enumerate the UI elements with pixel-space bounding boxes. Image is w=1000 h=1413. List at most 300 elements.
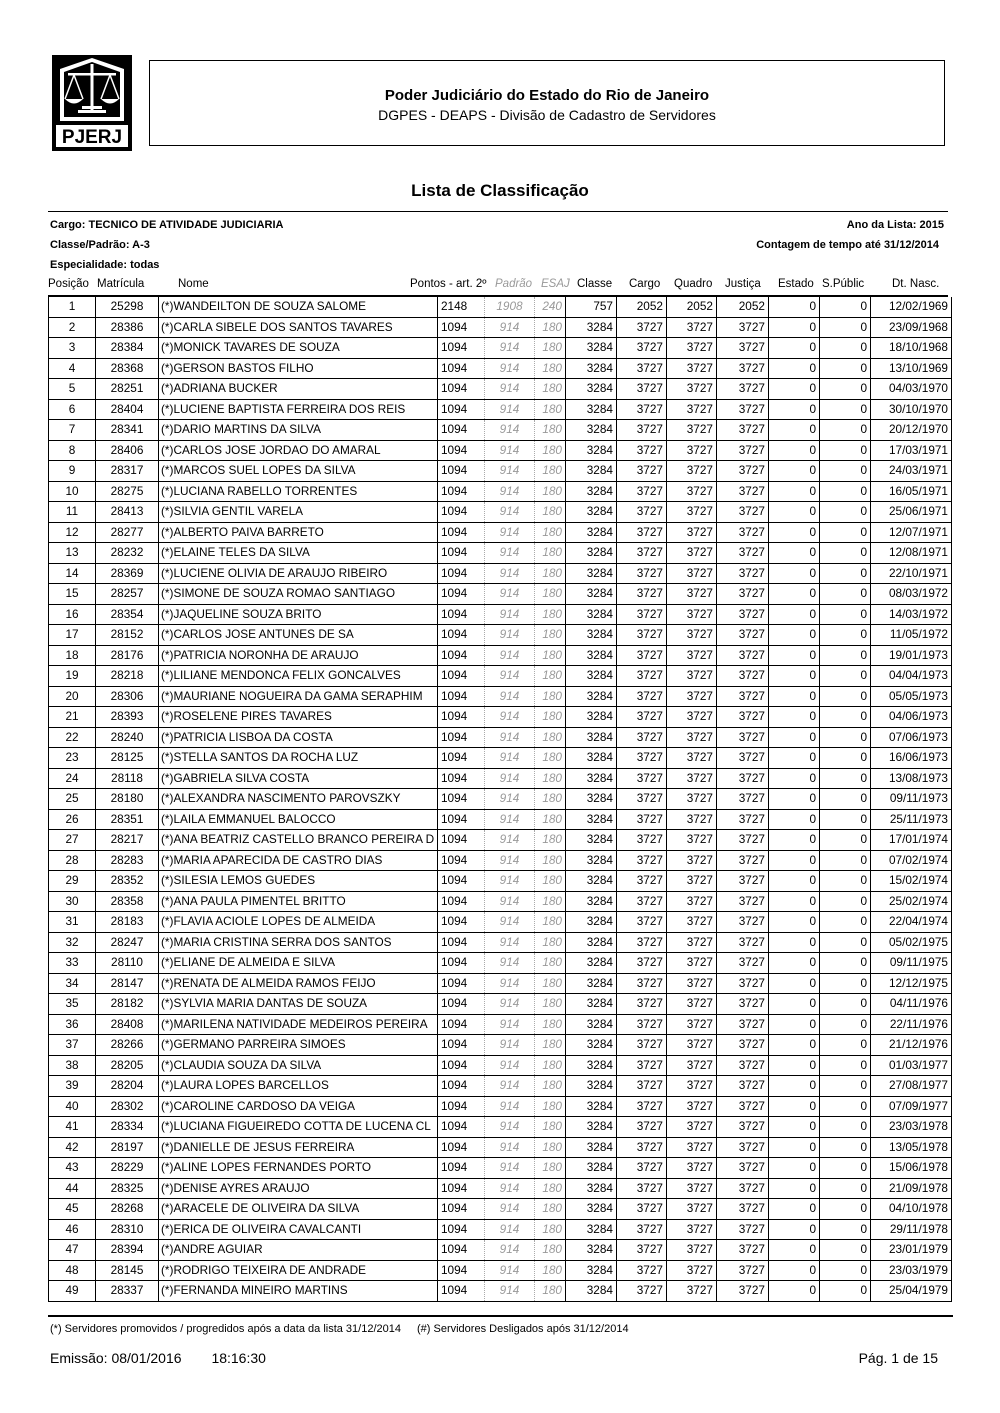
cell-padrao: 914 [485, 1240, 535, 1261]
cell-spublic: 0 [820, 1240, 871, 1261]
cell-posicao: 8 [49, 440, 96, 461]
cell-pontos: 1094 [438, 543, 485, 564]
cell-classe: 3284 [566, 912, 617, 933]
cell-quadro: 3727 [667, 399, 717, 420]
table-row [49, 1014, 952, 1035]
cell-pontos: 1094 [438, 830, 485, 851]
cell-matricula: 28268 [96, 1199, 159, 1220]
meta-classe: Classe/Padrão: A-3 [50, 239, 150, 251]
cell-spublic: 0 [820, 461, 871, 482]
cell-esaj: 180 [535, 399, 566, 420]
cell-spublic: 0 [820, 727, 871, 748]
cell-quadro: 3727 [667, 727, 717, 748]
cell-spublic: 0 [820, 1199, 871, 1220]
cell-padrao: 914 [485, 748, 535, 769]
cell-justica: 3727 [717, 686, 769, 707]
cell-spublic: 0 [820, 748, 871, 769]
cell-esaj: 180 [535, 1240, 566, 1261]
cell-estado: 0 [769, 666, 820, 687]
cell-estado: 0 [769, 1260, 820, 1281]
cell-padrao: 914 [485, 420, 535, 441]
cell-estado: 0 [769, 1240, 820, 1261]
cell-classe: 3284 [566, 1137, 617, 1158]
cell-padrao: 914 [485, 912, 535, 933]
cell-spublic: 0 [820, 1117, 871, 1138]
cell-esaj: 180 [535, 1055, 566, 1076]
cell-nome: (*)LUCIANA FIGUEIREDO COTTA DE LUCENA CL [159, 1117, 438, 1138]
cell-padrao: 914 [485, 1035, 535, 1056]
cell-estado: 0 [769, 440, 820, 461]
cell-justica: 3727 [717, 1035, 769, 1056]
cell-padrao: 914 [485, 1117, 535, 1138]
cell-nasc: 07/06/1973 [871, 727, 952, 748]
cell-estado: 0 [769, 584, 820, 605]
cell-matricula: 28204 [96, 1076, 159, 1097]
cell-spublic: 0 [820, 809, 871, 830]
cell-cargo: 3727 [617, 830, 667, 851]
cell-padrao: 914 [485, 830, 535, 851]
cell-cargo: 3727 [617, 1158, 667, 1179]
cell-cargo: 3727 [617, 440, 667, 461]
table-row [49, 1219, 952, 1240]
cell-spublic: 0 [820, 604, 871, 625]
cell-nasc: 09/11/1973 [871, 789, 952, 810]
cell-estado: 0 [769, 850, 820, 871]
cell-spublic: 0 [820, 1137, 871, 1158]
cell-esaj: 180 [535, 481, 566, 502]
cell-justica: 3727 [717, 932, 769, 953]
cell-justica: 3727 [717, 768, 769, 789]
cell-matricula: 28247 [96, 932, 159, 953]
cell-nome: (*)SIMONE DE SOUZA ROMAO SANTIAGO [159, 584, 438, 605]
cell-padrao: 914 [485, 1158, 535, 1179]
cell-pontos: 1094 [438, 871, 485, 892]
cell-justica: 3727 [717, 1117, 769, 1138]
cell-estado: 0 [769, 994, 820, 1015]
cell-nome: (*)LUCIENE OLIVIA DE ARAUJO RIBEIRO [159, 563, 438, 584]
cell-posicao: 27 [49, 830, 96, 851]
cell-posicao: 45 [49, 1199, 96, 1220]
cell-justica: 2052 [717, 297, 769, 317]
cell-nome: (*)FERNANDA MINEIRO MARTINS [159, 1281, 438, 1302]
footer-divider [48, 1315, 953, 1317]
cell-classe: 3284 [566, 748, 617, 769]
cell-padrao: 914 [485, 809, 535, 830]
cell-esaj: 180 [535, 891, 566, 912]
cell-pontos: 1094 [438, 727, 485, 748]
cell-nasc: 25/06/1971 [871, 502, 952, 523]
cell-pontos: 1094 [438, 1055, 485, 1076]
cell-matricula: 28352 [96, 871, 159, 892]
cell-spublic: 0 [820, 502, 871, 523]
emission-time: 18:16:30 [211, 1350, 266, 1366]
table-row [49, 707, 952, 728]
cell-matricula: 28176 [96, 645, 159, 666]
cell-cargo: 3727 [617, 1035, 667, 1056]
cell-estado: 0 [769, 871, 820, 892]
cell-justica: 3727 [717, 666, 769, 687]
cell-spublic: 0 [820, 1158, 871, 1179]
cell-classe: 3284 [566, 1260, 617, 1281]
cell-padrao: 1908 [485, 297, 535, 317]
cell-pontos: 1094 [438, 338, 485, 359]
cell-quadro: 3727 [667, 1035, 717, 1056]
cell-quadro: 3727 [667, 809, 717, 830]
cell-classe: 3284 [566, 768, 617, 789]
cell-cargo: 3727 [617, 338, 667, 359]
table-row [49, 727, 952, 748]
cell-spublic: 0 [820, 912, 871, 933]
cell-padrao: 914 [485, 686, 535, 707]
cell-cargo: 3727 [617, 1199, 667, 1220]
cell-pontos: 1094 [438, 1281, 485, 1302]
table-row [49, 912, 952, 933]
cell-nome: (*)LILIANE MENDONCA FELIX GONCALVES [159, 666, 438, 687]
cell-estado: 0 [769, 1117, 820, 1138]
cell-estado: 0 [769, 1158, 820, 1179]
cell-posicao: 21 [49, 707, 96, 728]
cell-justica: 3727 [717, 461, 769, 482]
cell-matricula: 28317 [96, 461, 159, 482]
cell-classe: 3284 [566, 584, 617, 605]
cell-quadro: 3727 [667, 830, 717, 851]
cell-spublic: 0 [820, 399, 871, 420]
cell-posicao: 25 [49, 789, 96, 810]
table-row [49, 1117, 952, 1138]
cell-justica: 3727 [717, 1137, 769, 1158]
cell-nome: (*)GABRIELA SILVA COSTA [159, 768, 438, 789]
table-row [49, 338, 952, 359]
cell-quadro: 3727 [667, 338, 717, 359]
table-row [49, 1240, 952, 1261]
cell-spublic: 0 [820, 1219, 871, 1240]
cell-estado: 0 [769, 1035, 820, 1056]
cell-posicao: 11 [49, 502, 96, 523]
cell-esaj: 180 [535, 358, 566, 379]
cell-estado: 0 [769, 604, 820, 625]
cell-pontos: 1094 [438, 317, 485, 338]
cell-classe: 3284 [566, 1096, 617, 1117]
classification-table [48, 297, 952, 1302]
cell-classe: 3284 [566, 973, 617, 994]
cell-justica: 3727 [717, 399, 769, 420]
table-row [49, 1281, 952, 1302]
cell-nasc: 22/10/1971 [871, 563, 952, 584]
cell-esaj: 180 [535, 1117, 566, 1138]
cell-classe: 3284 [566, 625, 617, 646]
cell-posicao: 40 [49, 1096, 96, 1117]
table-row [49, 1076, 952, 1097]
cell-estado: 0 [769, 748, 820, 769]
cell-justica: 3727 [717, 727, 769, 748]
cell-estado: 0 [769, 543, 820, 564]
cell-quadro: 3727 [667, 584, 717, 605]
cell-justica: 3727 [717, 563, 769, 584]
cell-classe: 3284 [566, 481, 617, 502]
cell-padrao: 914 [485, 563, 535, 584]
cell-padrao: 914 [485, 399, 535, 420]
cell-estado: 0 [769, 317, 820, 338]
cell-justica: 3727 [717, 1219, 769, 1240]
col-estado: Estado [778, 278, 814, 290]
cell-spublic: 0 [820, 973, 871, 994]
table-row [49, 830, 952, 851]
cell-nome: (*)CARLOS JOSE ANTUNES DE SA [159, 625, 438, 646]
cell-spublic: 0 [820, 1281, 871, 1302]
cell-esaj: 180 [535, 522, 566, 543]
cell-nome: (*)CAROLINE CARDOSO DA VEIGA [159, 1096, 438, 1117]
cell-nome: (*)SILESIA LEMOS GUEDES [159, 871, 438, 892]
meta-cargo: Cargo: TECNICO DE ATIVIDADE JUDICIARIA [50, 219, 284, 231]
cell-justica: 3727 [717, 830, 769, 851]
cell-pontos: 1094 [438, 399, 485, 420]
cell-spublic: 0 [820, 358, 871, 379]
cell-posicao: 41 [49, 1117, 96, 1138]
cell-cargo: 3727 [617, 727, 667, 748]
cell-posicao: 18 [49, 645, 96, 666]
cell-nasc: 16/05/1971 [871, 481, 952, 502]
cell-cargo: 3727 [617, 625, 667, 646]
table-row [49, 748, 952, 769]
cell-pontos: 1094 [438, 707, 485, 728]
cell-cargo: 3727 [617, 912, 667, 933]
cell-estado: 0 [769, 707, 820, 728]
cell-nasc: 11/05/1972 [871, 625, 952, 646]
cell-quadro: 3727 [667, 645, 717, 666]
cell-estado: 0 [769, 1055, 820, 1076]
cell-cargo: 3727 [617, 666, 667, 687]
table-row [49, 481, 952, 502]
table-row [49, 768, 952, 789]
cell-padrao: 914 [485, 994, 535, 1015]
cell-matricula: 28183 [96, 912, 159, 933]
col-quadro: Quadro [674, 278, 713, 290]
table-row [49, 379, 952, 400]
cell-matricula: 28404 [96, 399, 159, 420]
cell-justica: 3727 [717, 1199, 769, 1220]
cell-spublic: 0 [820, 932, 871, 953]
cell-justica: 3727 [717, 1260, 769, 1281]
cell-posicao: 10 [49, 481, 96, 502]
table-row [49, 850, 952, 871]
cell-cargo: 3727 [617, 461, 667, 482]
cell-justica: 3727 [717, 809, 769, 830]
cell-quadro: 3727 [667, 502, 717, 523]
cell-cargo: 3727 [617, 317, 667, 338]
cell-posicao: 22 [49, 727, 96, 748]
cell-posicao: 39 [49, 1076, 96, 1097]
note-dismissed: (#) Servidores Desligados após 31/12/2014 [417, 1323, 629, 1335]
cell-classe: 3284 [566, 1014, 617, 1035]
cell-classe: 3284 [566, 543, 617, 564]
cell-cargo: 3727 [617, 1219, 667, 1240]
cell-posicao: 32 [49, 932, 96, 953]
cell-nasc: 12/07/1971 [871, 522, 952, 543]
cell-pontos: 1094 [438, 1076, 485, 1097]
cell-matricula: 28266 [96, 1035, 159, 1056]
cell-classe: 3284 [566, 789, 617, 810]
cell-cargo: 3727 [617, 543, 667, 564]
emission-date: 08/01/2016 [111, 1350, 182, 1366]
cell-nome: (*)CARLA SIBELE DOS SANTOS TAVARES [159, 317, 438, 338]
cell-classe: 3284 [566, 358, 617, 379]
cell-esaj: 180 [535, 768, 566, 789]
cell-estado: 0 [769, 625, 820, 646]
cell-nasc: 30/10/1970 [871, 399, 952, 420]
header-box [149, 60, 945, 146]
cell-justica: 3727 [717, 1055, 769, 1076]
cell-estado: 0 [769, 461, 820, 482]
cell-pontos: 1094 [438, 1035, 485, 1056]
cell-padrao: 914 [485, 932, 535, 953]
cell-justica: 3727 [717, 953, 769, 974]
cell-esaj: 180 [535, 1281, 566, 1302]
cell-pontos: 1094 [438, 994, 485, 1015]
cell-classe: 3284 [566, 645, 617, 666]
cell-quadro: 3727 [667, 317, 717, 338]
cell-quadro: 3727 [667, 604, 717, 625]
cell-matricula: 28413 [96, 502, 159, 523]
cell-posicao: 5 [49, 379, 96, 400]
cell-cargo: 3727 [617, 481, 667, 502]
table-row [49, 645, 952, 666]
cell-nasc: 14/03/1972 [871, 604, 952, 625]
cell-pontos: 1094 [438, 604, 485, 625]
cell-matricula: 28325 [96, 1178, 159, 1199]
cell-classe: 3284 [566, 379, 617, 400]
cell-nome: (*)ANA PAULA PIMENTEL BRITTO [159, 891, 438, 912]
cell-padrao: 914 [485, 973, 535, 994]
cell-justica: 3727 [717, 379, 769, 400]
cell-matricula: 28152 [96, 625, 159, 646]
cell-posicao: 4 [49, 358, 96, 379]
cell-cargo: 3727 [617, 973, 667, 994]
cell-quadro: 3727 [667, 891, 717, 912]
cell-classe: 3284 [566, 1240, 617, 1261]
cell-estado: 0 [769, 338, 820, 359]
table-row [49, 358, 952, 379]
cell-spublic: 0 [820, 317, 871, 338]
cell-padrao: 914 [485, 625, 535, 646]
cell-matricula: 28306 [96, 686, 159, 707]
cell-cargo: 3727 [617, 645, 667, 666]
cell-pontos: 1094 [438, 358, 485, 379]
col-padrao: Padrão [495, 278, 533, 290]
cell-classe: 3284 [566, 1158, 617, 1179]
cell-posicao: 43 [49, 1158, 96, 1179]
cell-quadro: 3727 [667, 1137, 717, 1158]
cell-posicao: 13 [49, 543, 96, 564]
cell-esaj: 180 [535, 912, 566, 933]
cell-spublic: 0 [820, 1014, 871, 1035]
cell-esaj: 180 [535, 1035, 566, 1056]
cell-matricula: 28393 [96, 707, 159, 728]
cell-padrao: 914 [485, 604, 535, 625]
cell-nasc: 18/10/1968 [871, 338, 952, 359]
cell-nome: (*)CARLOS JOSE JORDAO DO AMARAL [159, 440, 438, 461]
cell-matricula: 28232 [96, 543, 159, 564]
cell-quadro: 3727 [667, 1178, 717, 1199]
cell-posicao: 15 [49, 584, 96, 605]
cell-nome: (*)ADRIANA BUCKER [159, 379, 438, 400]
cell-cargo: 3727 [617, 953, 667, 974]
cell-padrao: 914 [485, 502, 535, 523]
cell-matricula: 28205 [96, 1055, 159, 1076]
cell-esaj: 180 [535, 502, 566, 523]
cell-classe: 3284 [566, 1055, 617, 1076]
cell-quadro: 3727 [667, 440, 717, 461]
cell-classe: 3284 [566, 994, 617, 1015]
cell-nome: (*)ROSELENE PIRES TAVARES [159, 707, 438, 728]
cell-nome: (*)ERICA DE OLIVEIRA CAVALCANTI [159, 1219, 438, 1240]
cell-spublic: 0 [820, 1096, 871, 1117]
cell-nasc: 27/08/1977 [871, 1076, 952, 1097]
cell-nasc: 04/06/1973 [871, 707, 952, 728]
cell-nome: (*)PATRICIA LISBOA DA COSTA [159, 727, 438, 748]
cell-nome: (*)DANIELLE DE JESUS FERREIRA [159, 1137, 438, 1158]
cell-esaj: 180 [535, 1260, 566, 1281]
table-row [49, 1260, 952, 1281]
cell-pontos: 1094 [438, 850, 485, 871]
cell-nome: (*)LAILA EMMANUEL BALOCCO [159, 809, 438, 830]
cell-classe: 3284 [566, 522, 617, 543]
cell-matricula: 28125 [96, 748, 159, 769]
cell-matricula: 28110 [96, 953, 159, 974]
cell-nome: (*)ALBERTO PAIVA BARRETO [159, 522, 438, 543]
cell-nasc: 25/04/1979 [871, 1281, 952, 1302]
cell-spublic: 0 [820, 686, 871, 707]
cell-pontos: 2148 [438, 297, 485, 317]
cell-pontos: 1094 [438, 1260, 485, 1281]
cell-pontos: 1094 [438, 768, 485, 789]
cell-esaj: 180 [535, 1219, 566, 1240]
cell-posicao: 2 [49, 317, 96, 338]
cell-classe: 757 [566, 297, 617, 317]
cell-spublic: 0 [820, 645, 871, 666]
cell-cargo: 3727 [617, 1076, 667, 1097]
cell-justica: 3727 [717, 317, 769, 338]
cell-nome: (*)ALINE LOPES FERNANDES PORTO [159, 1158, 438, 1179]
cell-padrao: 914 [485, 871, 535, 892]
cell-matricula: 28118 [96, 768, 159, 789]
cell-justica: 3727 [717, 420, 769, 441]
cell-cargo: 3727 [617, 1240, 667, 1261]
cell-posicao: 20 [49, 686, 96, 707]
cell-justica: 3727 [717, 891, 769, 912]
cell-classe: 3284 [566, 420, 617, 441]
cell-nome: (*)FLAVIA ACIOLE LOPES DE ALMEIDA [159, 912, 438, 933]
cell-posicao: 35 [49, 994, 96, 1015]
col-spublic: S.Públic [822, 278, 865, 290]
cell-esaj: 180 [535, 809, 566, 830]
cell-pontos: 1094 [438, 1137, 485, 1158]
cell-cargo: 3727 [617, 932, 667, 953]
cell-posicao: 1 [49, 297, 96, 317]
cell-estado: 0 [769, 522, 820, 543]
cell-classe: 3284 [566, 440, 617, 461]
cell-pontos: 1094 [438, 1199, 485, 1220]
pjerj-logo [52, 55, 132, 151]
cell-spublic: 0 [820, 830, 871, 851]
cell-esaj: 180 [535, 789, 566, 810]
cell-nasc: 13/05/1978 [871, 1137, 952, 1158]
cell-estado: 0 [769, 1178, 820, 1199]
table-row [49, 686, 952, 707]
cell-esaj: 180 [535, 563, 566, 584]
cell-classe: 3284 [566, 1178, 617, 1199]
cell-quadro: 3727 [667, 973, 717, 994]
cell-quadro: 3727 [667, 768, 717, 789]
